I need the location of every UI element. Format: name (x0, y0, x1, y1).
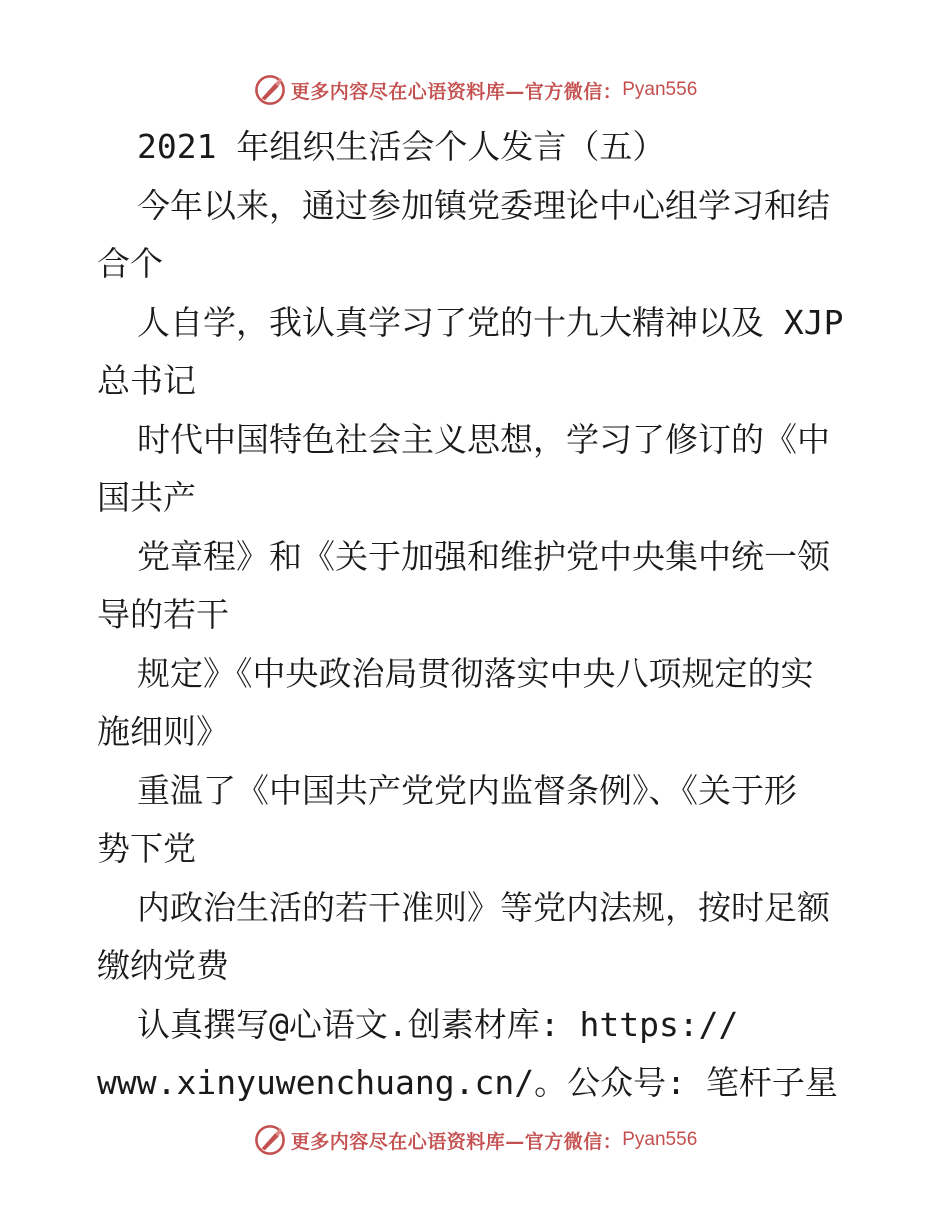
doc-line: 认真撰写@心语文.创素材库: https:// (137, 1004, 739, 1044)
doc-line: 合个 (97, 244, 163, 283)
doc-line: 人自学，我认真学习了党的十九大精神以及 XJP (137, 302, 844, 342)
doc-line: 国共产 (97, 478, 196, 517)
watermark-text: 更多内容尽在心语资料库—官方微信： (290, 1130, 623, 1153)
doc-line: 党章程》和《关于加强和维护党中央集中统一领 (137, 536, 830, 576)
watermark-text: 更多内容尽在心语资料库—官方微信： (290, 80, 623, 103)
doc-line: 施细则》 (97, 712, 229, 751)
document-body (97, 118, 857, 1113)
watermark-wechat-id: Pyan556 (622, 1129, 698, 1150)
doc-line: 总书记 (97, 361, 196, 400)
doc-line: 时代中国特色社会主义思想，学习了修订的《中 (137, 419, 830, 459)
doc-line: 导的若干 (97, 595, 229, 634)
doc-line: 今年以来，通过参加镇党委理论中心组学习和结 (137, 185, 830, 225)
watermark-wechat-id: Pyan556 (622, 79, 698, 100)
doc-line: 缴纳党费 (97, 946, 229, 985)
header-watermark (0, 70, 950, 110)
pen-logo-icon (253, 73, 287, 107)
footer-watermark (0, 1120, 950, 1160)
pen-logo-icon (253, 1123, 287, 1157)
doc-line: 内政治生活的若干准则》等党内法规，按时足额 (137, 887, 830, 927)
doc-line: 重温了《中国共产党党内监督条例》、《关于形 (137, 770, 797, 810)
doc-line: www.xinyuwenchuang.cn/。公众号: 笔杆子星 (97, 1063, 838, 1102)
doc-line: 规定》《中央政治局贯彻落实中央八项规定的实 (137, 653, 814, 693)
doc-line: 势下党 (97, 829, 196, 868)
doc-title: 2021 年组织生活会个人发言（五） (137, 127, 666, 166)
